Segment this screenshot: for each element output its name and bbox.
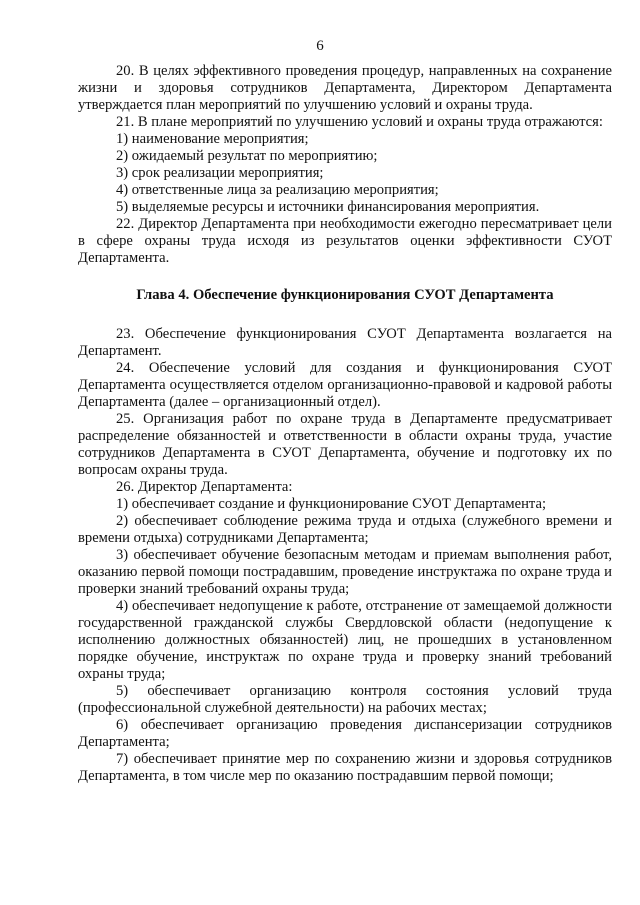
page-number: 6: [316, 38, 324, 54]
paragraph: 3) срок реализации мероприятия;: [116, 165, 324, 181]
paragraph: 20. В целях эффективного проведения процедур, направленных на сохранение жизни и здоровья сотрудников Департамента, Директором Департамента утверждается план мероприятий по улучшению условий и охраны труда.: [78, 63, 612, 113]
paragraph: 1) обеспечивает создание и функционирование СУОТ Департамента;: [116, 496, 547, 512]
paragraph: 2) обеспечивает соблюдение режима труда и отдыха (служебного времени и времени отдыха) сотрудниками Департамента;: [78, 513, 612, 546]
paragraph: 1) наименование мероприятия;: [116, 131, 309, 147]
paragraph: 2) ожидаемый результат по мероприятию;: [116, 148, 378, 164]
paragraph: 26. Директор Департамента:: [116, 479, 293, 495]
paragraph: 5) выделяемые ресурсы и источники финансирования мероприятия.: [116, 199, 540, 215]
paragraph: 21. В плане мероприятий по улучшению условий и охраны труда отражаются:: [116, 114, 603, 130]
paragraph: 3) обеспечивает обучение безопасным методам и приемам выполнения работ, оказанию первой помощи пострадавшим, проведение инструктажа по охране труда и проверки знаний требований охраны труда;: [78, 547, 612, 597]
paragraph: 7) обеспечивает принятие мер по сохранению жизни и здоровья сотрудников Департамента, в том числе мер по оказанию пострадавшим первой помощи;: [78, 751, 612, 784]
document-body: [78, 63, 612, 785]
paragraph: 6) обеспечивает организацию проведения диспансеризации сотрудников Департамента;: [78, 717, 612, 750]
chapter-heading: Глава 4. Обеспечение функционирования СУОТ Департамента: [136, 287, 554, 303]
paragraph: 4) обеспечивает недопущение к работе, отстранение от замещаемой должности государственной гражданской службы Свердловской области (недопущение к исполнению должностных обязанностей) лиц, не прошедших в установленном порядке обучение, инструктаж по охране труда и проверку знаний требований охраны труда;: [78, 598, 612, 682]
paragraph: 24. Обеспечение условий для создания и функционирования СУОТ Департамента осуществляется отделом организационно-правовой и кадровой работы Департамента (далее – организационный отдел).: [78, 360, 612, 410]
paragraph: 25. Организация работ по охране труда в Департаменте предусматривает распределение обязанностей и ответственности в области охраны труда, участие сотрудников Департамента в СУОТ Департамента, обучение и подготовку их по вопросам охраны труда.: [78, 411, 612, 478]
paragraph: 4) ответственные лица за реализацию мероприятия;: [116, 182, 439, 198]
paragraph: 23. Обеспечение функционирования СУОТ Департамента возлагается на Департамент.: [78, 326, 612, 359]
paragraph: 22. Директор Департамента при необходимости ежегодно пересматривает цели в сфере охраны труда исходя из результатов оценки эффективности СУОТ Департамента.: [78, 216, 612, 266]
paragraph: 5) обеспечивает организацию контроля состояния условий труда (профессиональной служебной деятельности) на рабочих местах;: [78, 683, 612, 716]
